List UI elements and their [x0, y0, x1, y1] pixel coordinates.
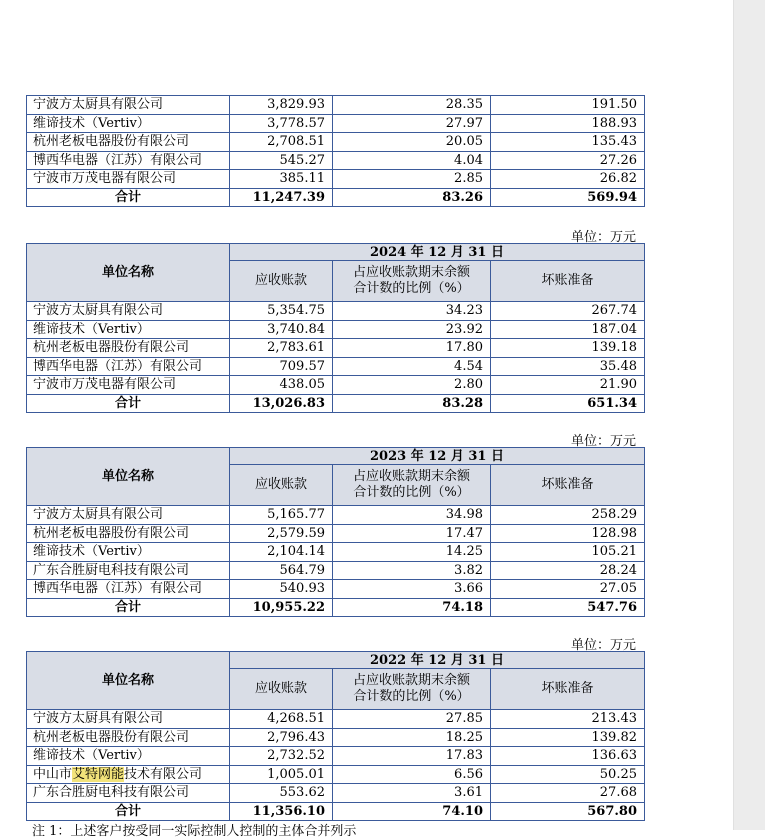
company-name-prefix: 中山市 — [33, 766, 73, 782]
bad-debt-value: 128.98 — [491, 524, 645, 543]
total-receivable: 11,356.10 — [230, 802, 333, 821]
table-row — [27, 765, 645, 784]
receivable-value: 4,268.51 — [230, 710, 333, 729]
receivable-value: 2,783.61 — [230, 339, 333, 358]
header-bad-debt: 坏账准备 — [491, 261, 645, 302]
table-row — [27, 151, 645, 170]
company-name: 宁波市万茂电器有限公司 — [27, 376, 230, 395]
ratio-value: 3.82 — [333, 561, 491, 580]
highlighted-text: 艾特网能 — [72, 766, 125, 782]
bad-debt-value: 136.63 — [491, 747, 645, 766]
bad-debt-value: 135.43 — [491, 133, 645, 152]
receivables-2023-block — [26, 430, 644, 617]
bad-debt-value: 139.18 — [491, 339, 645, 358]
table-row — [27, 302, 645, 321]
ratio-value: 27.85 — [333, 710, 491, 729]
company-name: 博西华电器（江苏）有限公司 — [27, 580, 230, 599]
header-company-name: 单位名称 — [27, 244, 230, 302]
ratio-value: 14.25 — [333, 543, 491, 562]
table-row — [27, 524, 645, 543]
company-name: 维谛技术（Vertiv） — [27, 320, 230, 339]
total-label: 合计 — [27, 394, 230, 413]
ratio-value: 17.80 — [333, 339, 491, 358]
total-receivable: 10,955.22 — [230, 598, 333, 617]
header-ratio — [333, 465, 491, 506]
company-name: 广东合胜厨电科技有限公司 — [27, 784, 230, 803]
table-row — [27, 114, 645, 133]
receivable-value: 2,732.52 — [230, 747, 333, 766]
company-name: 杭州老板电器股份有限公司 — [27, 524, 230, 543]
total-row — [27, 394, 645, 413]
ratio-value: 2.85 — [333, 170, 491, 189]
header-ratio — [333, 261, 491, 302]
header-ratio-line1: 占应收账款期末余额 — [352, 265, 470, 280]
total-receivable: 13,026.83 — [230, 394, 333, 413]
receivable-value: 1,005.01 — [230, 765, 333, 784]
company-name: 杭州老板电器股份有限公司 — [27, 133, 230, 152]
receivable-value: 2,579.59 — [230, 524, 333, 543]
total-bad-debt: 567.80 — [491, 802, 645, 821]
bad-debt-value: 28.24 — [491, 561, 645, 580]
table-row — [27, 339, 645, 358]
footnote: 注 1：上述客户按受同一实际控制人控制的主体合并列示 — [32, 824, 357, 839]
company-name — [27, 765, 230, 784]
total-row — [27, 188, 645, 207]
ratio-value: 17.83 — [333, 747, 491, 766]
ratio-value: 6.56 — [333, 765, 491, 784]
scrollbar-panel[interactable] — [733, 0, 765, 830]
bad-debt-value: 35.48 — [491, 357, 645, 376]
company-name-suffix: 技术有限公司 — [124, 766, 203, 782]
ratio-value: 3.66 — [333, 580, 491, 599]
receivables-2024-block — [26, 226, 644, 413]
total-bad-debt: 547.76 — [491, 598, 645, 617]
company-name: 宁波方太厨具有限公司 — [27, 710, 230, 729]
header-bad-debt: 坏账准备 — [491, 669, 645, 710]
header-ratio-line1: 占应收账款期末余额 — [352, 673, 470, 688]
ratio-value: 27.97 — [333, 114, 491, 133]
table-row — [27, 170, 645, 189]
top-receivables-table-block — [26, 95, 644, 207]
receivable-value: 5,354.75 — [230, 302, 333, 321]
bad-debt-value: 26.82 — [491, 170, 645, 189]
header-receivable: 应收账款 — [230, 465, 333, 506]
table-row — [27, 784, 645, 803]
total-ratio: 74.10 — [333, 802, 491, 821]
table-row — [27, 561, 645, 580]
ratio-value: 34.98 — [333, 506, 491, 525]
ratio-value: 17.47 — [333, 524, 491, 543]
company-name: 博西华电器（江苏）有限公司 — [27, 357, 230, 376]
header-receivable: 应收账款 — [230, 669, 333, 710]
total-bad-debt: 651.34 — [491, 394, 645, 413]
table-row — [27, 747, 645, 766]
table-row — [27, 506, 645, 525]
company-name: 宁波方太厨具有限公司 — [27, 506, 230, 525]
ratio-value: 4.54 — [333, 357, 491, 376]
top-receivables-table — [26, 95, 645, 207]
header-date: 2022 年 12 月 31 日 — [230, 652, 645, 669]
receivables-2024-table — [26, 243, 645, 413]
ratio-value: 3.61 — [333, 784, 491, 803]
company-name: 宁波方太厨具有限公司 — [27, 96, 230, 115]
bad-debt-value: 50.25 — [491, 765, 645, 784]
total-bad-debt: 569.94 — [491, 188, 645, 207]
table-row — [27, 96, 645, 115]
bad-debt-value: 267.74 — [491, 302, 645, 321]
receivable-value: 709.57 — [230, 357, 333, 376]
receivable-value: 545.27 — [230, 151, 333, 170]
header-ratio-line1: 占应收账款期末余额 — [352, 469, 470, 484]
company-name: 维谛技术（Vertiv） — [27, 747, 230, 766]
receivable-value: 5,165.77 — [230, 506, 333, 525]
table-row — [27, 580, 645, 599]
bad-debt-value: 27.05 — [491, 580, 645, 599]
bad-debt-value: 21.90 — [491, 376, 645, 395]
header-company-name: 单位名称 — [27, 448, 230, 506]
bad-debt-value: 258.29 — [491, 506, 645, 525]
company-name: 广东合胜厨电科技有限公司 — [27, 561, 230, 580]
bad-debt-value: 139.82 — [491, 728, 645, 747]
total-label: 合计 — [27, 802, 230, 821]
header-company-name: 单位名称 — [27, 652, 230, 710]
header-ratio-line2: 合计数的比例（%） — [353, 281, 470, 296]
total-ratio: 74.18 — [333, 598, 491, 617]
table-row — [27, 710, 645, 729]
receivable-value: 553.62 — [230, 784, 333, 803]
receivable-value: 3,778.57 — [230, 114, 333, 133]
header-receivable: 应收账款 — [230, 261, 333, 302]
bad-debt-value: 213.43 — [491, 710, 645, 729]
ratio-value: 2.80 — [333, 376, 491, 395]
bad-debt-value: 191.50 — [491, 96, 645, 115]
company-name: 杭州老板电器股份有限公司 — [27, 339, 230, 358]
receivable-value: 2,796.43 — [230, 728, 333, 747]
ratio-value: 20.05 — [333, 133, 491, 152]
unit-label: 单位：万元 — [570, 230, 636, 245]
receivable-value: 540.93 — [230, 580, 333, 599]
header-date: 2024 年 12 月 31 日 — [230, 244, 645, 261]
total-ratio: 83.28 — [333, 394, 491, 413]
company-name: 杭州老板电器股份有限公司 — [27, 728, 230, 747]
company-name: 宁波方太厨具有限公司 — [27, 302, 230, 321]
header-ratio-line2: 合计数的比例（%） — [353, 689, 470, 704]
total-ratio: 83.26 — [333, 188, 491, 207]
ratio-value: 34.23 — [333, 302, 491, 321]
receivable-value: 3,740.84 — [230, 320, 333, 339]
receivable-value: 385.11 — [230, 170, 333, 189]
ratio-value: 28.35 — [333, 96, 491, 115]
table-row — [27, 320, 645, 339]
receivable-value: 3,829.93 — [230, 96, 333, 115]
table-row — [27, 133, 645, 152]
header-bad-debt: 坏账准备 — [491, 465, 645, 506]
table-row — [27, 728, 645, 747]
company-name: 宁波市万茂电器有限公司 — [27, 170, 230, 189]
company-name: 博西华电器（江苏）有限公司 — [27, 151, 230, 170]
header-ratio-line2: 合计数的比例（%） — [353, 485, 470, 500]
bad-debt-value: 188.93 — [491, 114, 645, 133]
total-row — [27, 802, 645, 821]
header-date: 2023 年 12 月 31 日 — [230, 448, 645, 465]
receivable-value: 438.05 — [230, 376, 333, 395]
total-label: 合计 — [27, 598, 230, 617]
company-name: 维谛技术（Vertiv） — [27, 114, 230, 133]
ratio-value: 23.92 — [333, 320, 491, 339]
receivable-value: 564.79 — [230, 561, 333, 580]
bad-debt-value: 105.21 — [491, 543, 645, 562]
bad-debt-value: 187.04 — [491, 320, 645, 339]
company-name: 维谛技术（Vertiv） — [27, 543, 230, 562]
receivables-2022-block — [26, 634, 644, 821]
unit-label: 单位：万元 — [570, 434, 636, 449]
table-row — [27, 543, 645, 562]
receivables-2022-table — [26, 651, 645, 821]
total-receivable: 11,247.39 — [230, 188, 333, 207]
receivable-value: 2,708.51 — [230, 133, 333, 152]
total-label: 合计 — [27, 188, 230, 207]
header-ratio — [333, 669, 491, 710]
bad-debt-value: 27.68 — [491, 784, 645, 803]
receivables-2023-table — [26, 447, 645, 617]
total-row — [27, 598, 645, 617]
bad-debt-value: 27.26 — [491, 151, 645, 170]
ratio-value: 4.04 — [333, 151, 491, 170]
table-row — [27, 357, 645, 376]
receivable-value: 2,104.14 — [230, 543, 333, 562]
ratio-value: 18.25 — [333, 728, 491, 747]
table-row — [27, 376, 645, 395]
unit-label: 单位：万元 — [570, 638, 636, 653]
